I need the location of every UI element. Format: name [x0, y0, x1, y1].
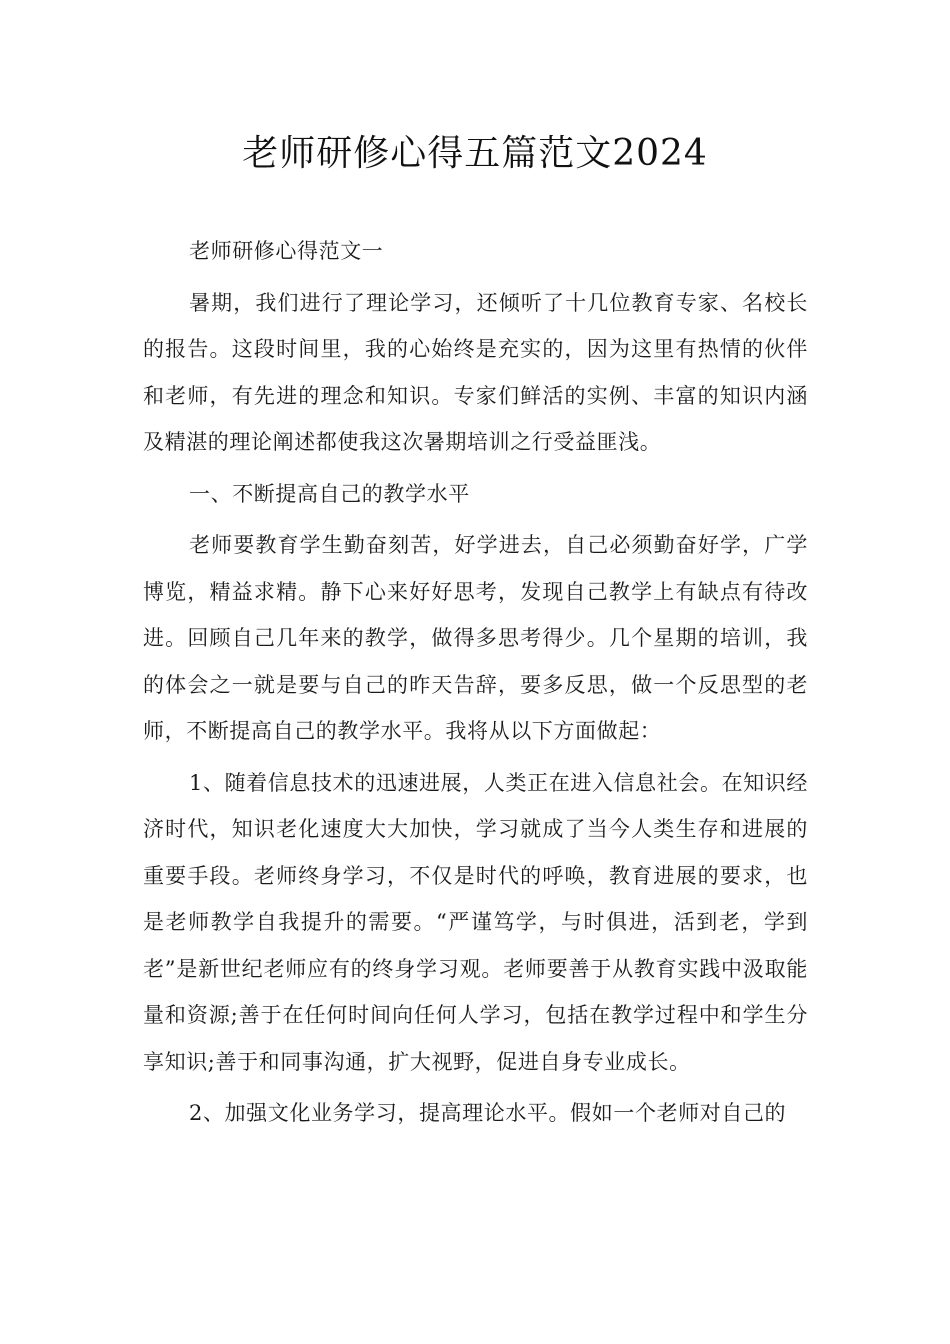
paragraph: 老师要教育学生勤奋刻苦，好学进去，自己必须勤奋好学，广学博览，精益求精。静下心来好好思考，发现自己教学上有缺点有待改进。回顾自己几年来的教学，做得多思考得少。几个星期的培训，我的体会之一就是要与自己的昨天告辞，要多反思，做一个反思型的老师，不断提高自己的教学水平。我将从以下方面做起： [143, 533, 808, 743]
paragraph: 1、随着信息技术的迅速进展，人类正在进入信息社会。在知识经济时代，知识老化速度大大加快，学习就成了当今人类生存和进展的重要手段。老师终身学习，不仅是时代的呼唤，教育进展的要求，也是老师教学自我提升的需要。“严谨笃学，与时俱进，活到老，学到老”是新世纪老师应有的终身学习观。老师要善于从教育实践中汲取能量和资源;善于在任何时间向任何人学习，包括在教学过程中和学生分享知识;善于和同事沟通，扩大视野，促进自身专业成长。 [143, 770, 808, 1074]
document-title: 老师研修心得五篇范文2024 [242, 133, 708, 174]
section-heading: 一、不断提高自己的教学水平 [189, 481, 470, 506]
document-body [143, 228, 808, 1142]
paragraph: 2、加强文化业务学习，提高理论水平。假如一个老师对自己的 [189, 1101, 787, 1125]
paragraph: 暑期，我们进行了理论学习，还倾听了十几位教育专家、名校长的报告。这段时间里，我的心始终是充实的，因为这里有热情的伙伴和老师，有先进的理念和知识。专家们鲜活的实例、丰富的知识内涵及精湛的理论阐述都使我这次暑期培训之行受益匪浅。 [143, 290, 808, 454]
section-heading: 老师研修心得范文一 [189, 239, 384, 263]
